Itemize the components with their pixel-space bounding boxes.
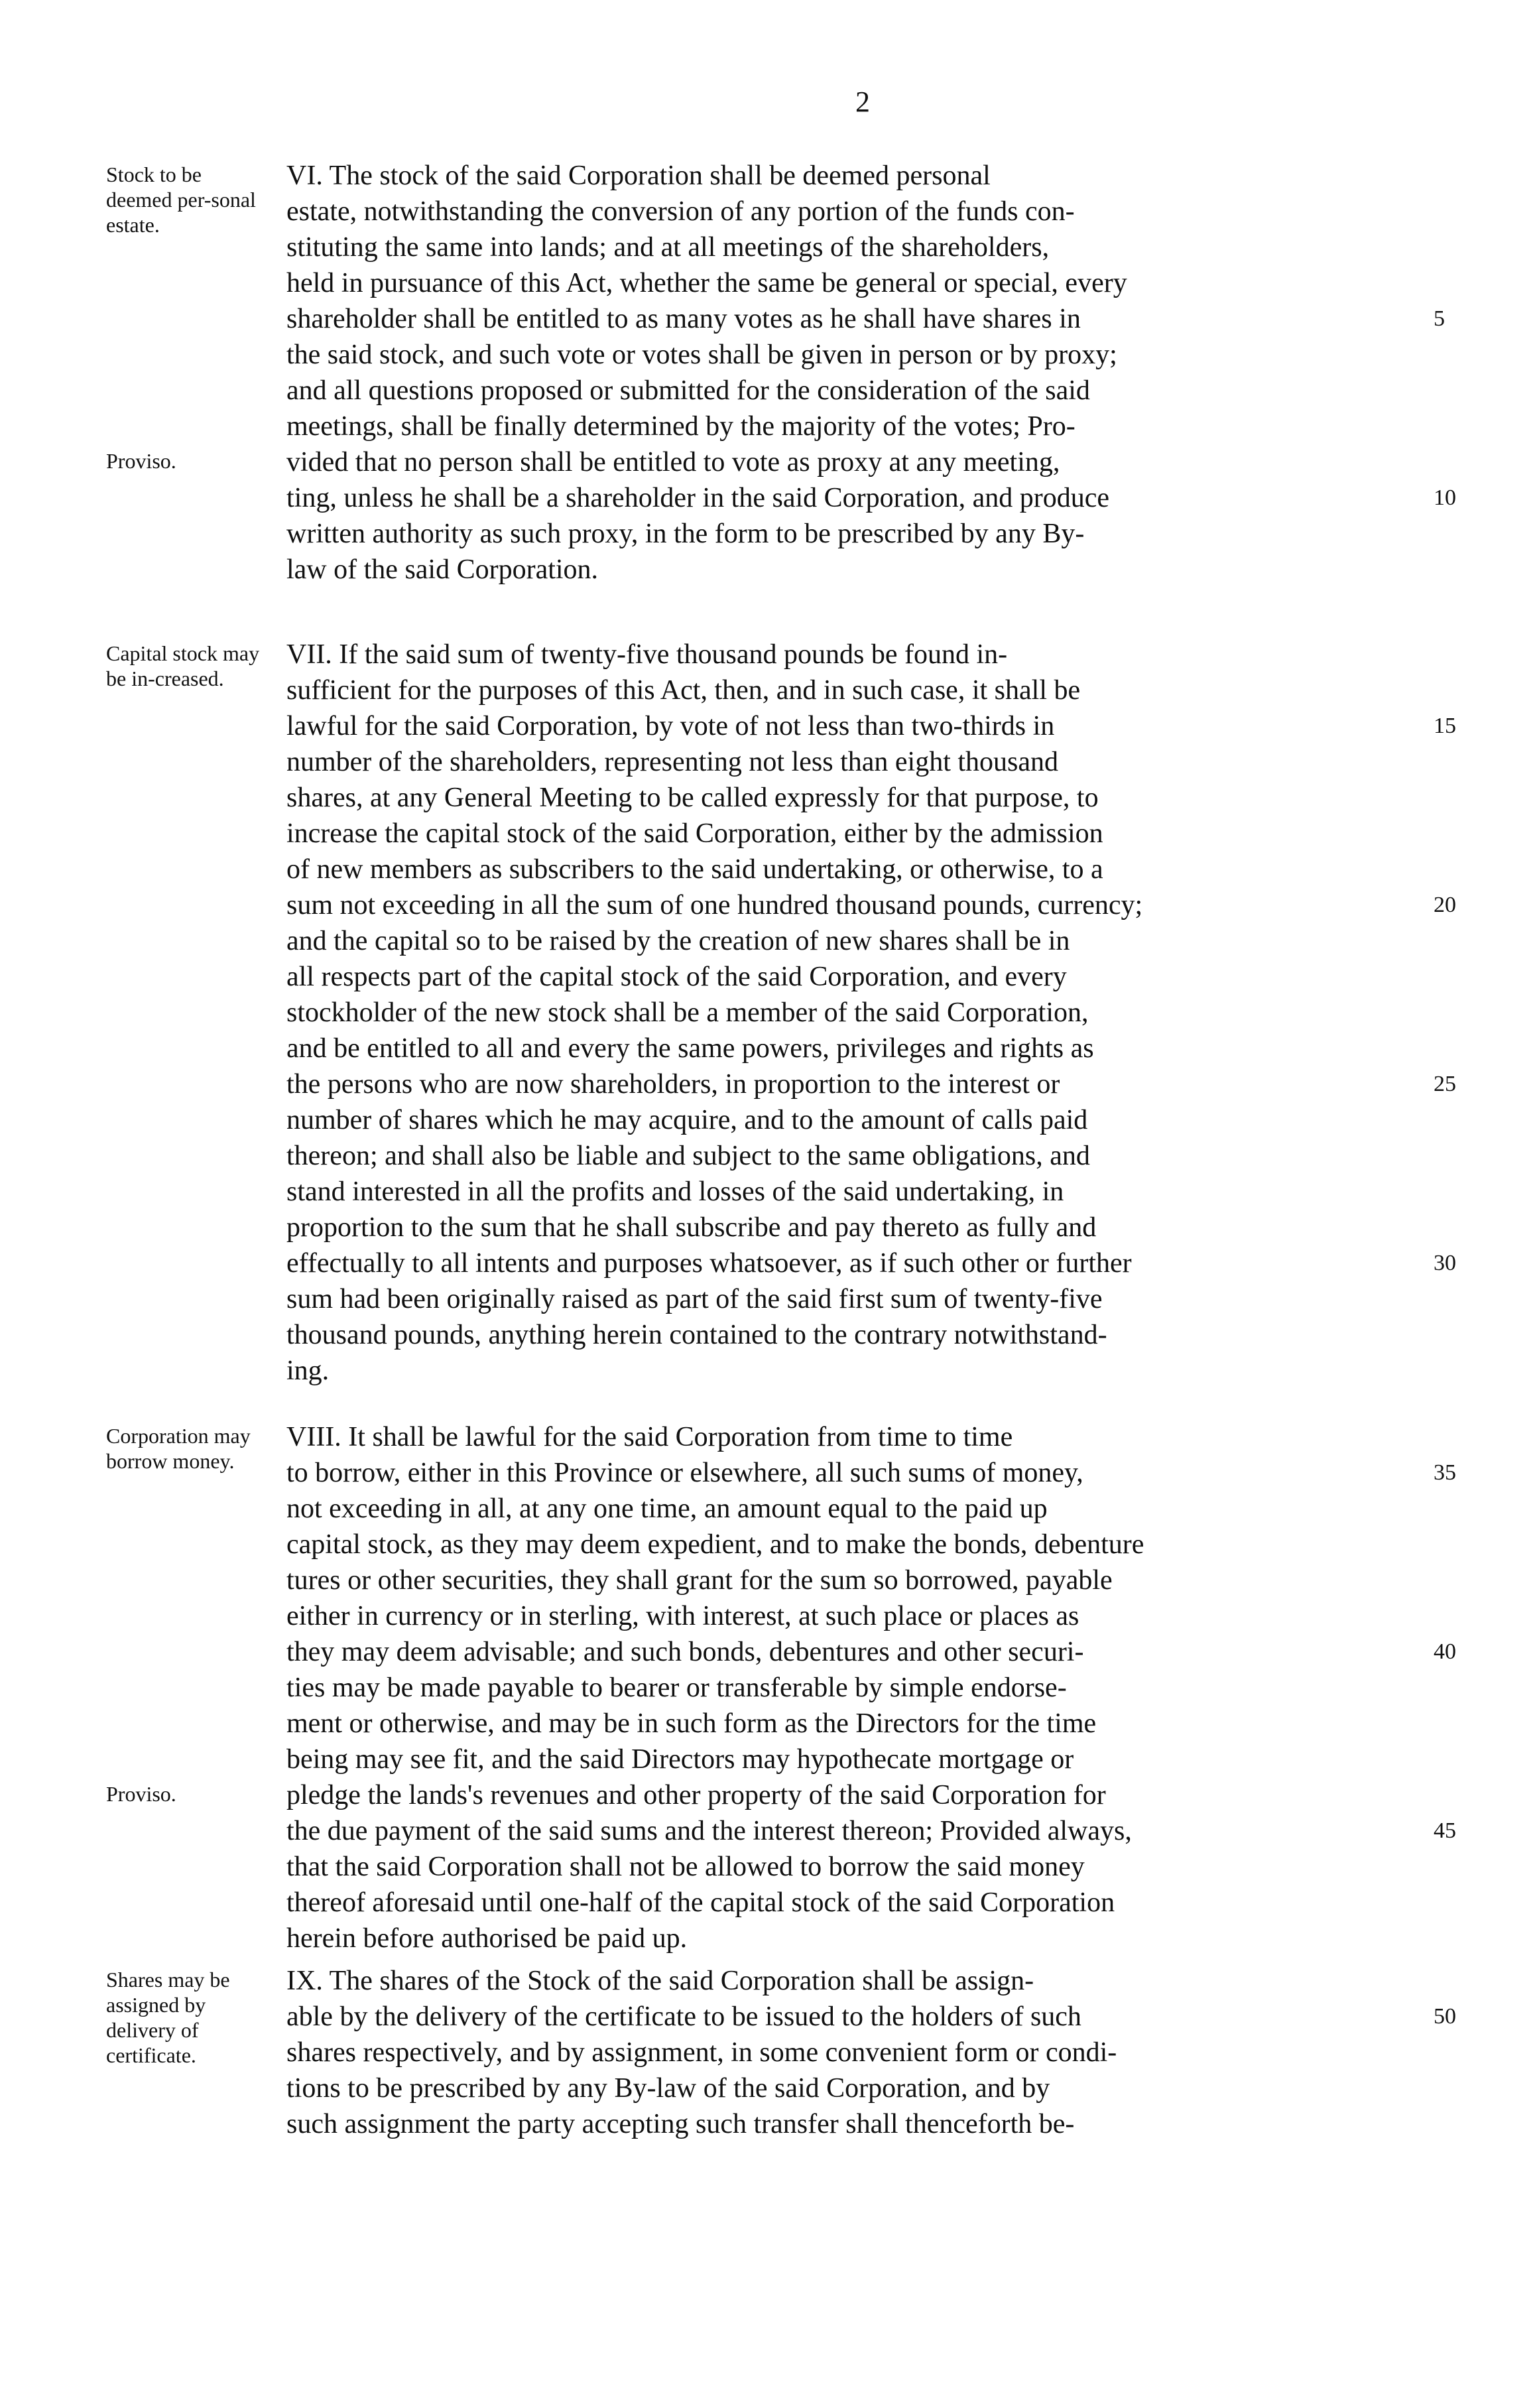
margin-note: Shares may be assigned by delivery of certificate. [106,1968,230,2067]
text-line: either in currency or in sterling, with interest, at such place or places as [286,1601,1079,1631]
text-line: the said stock, and such vote or votes shall be given in person or by proxy; [286,340,1117,370]
text-line: the due payment of the said sums and the interest thereon; Provided always, [286,1816,1132,1846]
line-number: 40 [1434,1639,1456,1664]
text-line: the persons who are now shareholders, in proportion to the interest or [286,1069,1060,1100]
line-number: 10 [1434,485,1456,510]
text-line: VI. The stock of the said Corporation shall be deemed personal [286,160,991,191]
text-line: pledge the lands's revenues and other property of the said Corporation for [286,1780,1106,1810]
text-line: lawful for the said Corporation, by vote of not less than two-thirds in [286,711,1055,741]
text-line: IX. The shares of the Stock of the said Corporation shall be assign- [286,1966,1034,1996]
margin-note: Capital stock may be in-creased. [106,641,260,690]
text-line: shareholder shall be entitled to as many votes as he shall have shares in [286,304,1081,334]
text-line: written authority as such proxy, in the form to be prescribed by any By- [286,519,1085,549]
text-line: not exceeding in all, at any one time, an amount equal to the paid up [286,1493,1048,1524]
text-line: they may deem advisable; and such bonds, debentures and other securi- [286,1637,1084,1667]
section-text [286,637,1407,1389]
text-line: and be entitled to all and every the same powers, privileges and rights as [286,1033,1094,1064]
section-text [286,1419,1407,1956]
text-line: to borrow, either in this Province or elsewhere, all such sums of money, [286,1458,1083,1488]
text-line: ing. [286,1356,330,1386]
text-line: herein before authorised be paid up. [286,1923,688,1954]
line-number: 5 [1434,306,1445,331]
text-line: number of the shareholders, representing not less than eight thousand [286,747,1059,777]
line-number: 50 [1434,2004,1456,2029]
text-line: able by the delivery of the certificate to be issued to the holders of such [286,2001,1081,2032]
text-line: such assignment the party accepting such transfer shall thenceforth be- [286,2109,1075,2139]
text-line: sufficient for the purposes of this Act, then, and in such case, it shall be [286,675,1081,706]
text-line: sum not exceeding in all the sum of one hundred thousand pounds, currency; [286,890,1143,920]
text-line: effectually to all intents and purposes whatsoever, as if such other or further [286,1248,1132,1279]
page-number: 2 [855,86,870,118]
text-line: meetings, shall be finally determined by the majority of the votes; Pro- [286,411,1076,442]
text-line: thereof aforesaid until one-half of the capital stock of the said Corporation [286,1887,1115,1918]
margin-note: Proviso. [106,449,176,473]
section-text [286,158,1407,588]
text-line: stituting the same into lands; and at all meetings of the shareholders, [286,232,1050,263]
margin-note: Stock to be deemed per-sonal estate. [106,162,256,237]
line-number: 45 [1434,1818,1456,1843]
text-line: VIII. It shall be lawful for the said Corporation from time to time [286,1422,1013,1452]
text-line: stockholder of the new stock shall be a member of the said Corporation, [286,997,1089,1028]
text-line: proportion to the sum that he shall subscribe and pay thereto as fully and [286,1212,1097,1243]
text-line: vided that no person shall be entitled to vote as proxy at any meeting, [286,447,1060,477]
text-line: and all questions proposed or submitted for the consideration of the said [286,375,1090,406]
text-line: tures or other securities, they shall grant for the sum so borrowed, payable [286,1565,1113,1596]
text-line: sum had been originally raised as part of the said first sum of twenty-five [286,1284,1103,1314]
line-number: 15 [1434,714,1456,738]
text-line: shares respectively, and by assignment, in some convenient form or condi- [286,2037,1117,2068]
line-number: 35 [1434,1460,1456,1485]
text-line: ties may be made payable to bearer or transferable by simple endorse- [286,1673,1067,1703]
text-line: increase the capital stock of the said Corporation, either by the admission [286,818,1103,849]
line-number: 20 [1434,893,1456,917]
text-line: ting, unless he shall be a shareholder in the said Corporation, and produce [286,483,1110,513]
text-line: of new members as subscribers to the said undertaking, or otherwise, to a [286,854,1103,885]
line-number: 30 [1434,1251,1456,1275]
text-line: capital stock, as they may deem expedient, and to make the bonds, debenture [286,1529,1144,1560]
text-line: law of the said Corporation. [286,554,599,585]
text-line: all respects part of the capital stock of the said Corporation, and every [286,962,1067,992]
text-line: VII. If the said sum of twenty-five thousand pounds be found in- [286,639,1008,670]
text-line: tions to be prescribed by any By-law of the said Corporation, and by [286,2073,1050,2104]
line-number: 25 [1434,1072,1456,1096]
text-line: estate, notwithstanding the conversion of any portion of the funds con- [286,196,1075,227]
text-line: thereon; and shall also be liable and subject to the same obligations, and [286,1141,1090,1171]
text-line: number of shares which he may acquire, and to the amount of calls paid [286,1105,1088,1135]
margin-note: Corporation may borrow money. [106,1424,251,1473]
text-line: stand interested in all the profits and losses of the said undertaking, in [286,1176,1064,1207]
text-line: shares, at any General Meeting to be called expressly for that purpose, to [286,783,1099,813]
text-line: that the said Corporation shall not be allowed to borrow the said money [286,1852,1085,1882]
text-line: and the capital so to be raised by the creation of new shares shall be in [286,926,1070,956]
text-line: ment or otherwise, and may be in such form as the Directors for the time [286,1708,1097,1739]
text-line: thousand pounds, anything herein contained to the contrary notwithstand- [286,1320,1107,1350]
text-line: being may see fit, and the said Directors may hypothecate mortgage or [286,1744,1074,1775]
margin-note: Proviso. [106,1782,176,1806]
text-line: held in pursuance of this Act, whether the same be general or special, every [286,268,1127,298]
section-text [286,1963,1407,2142]
